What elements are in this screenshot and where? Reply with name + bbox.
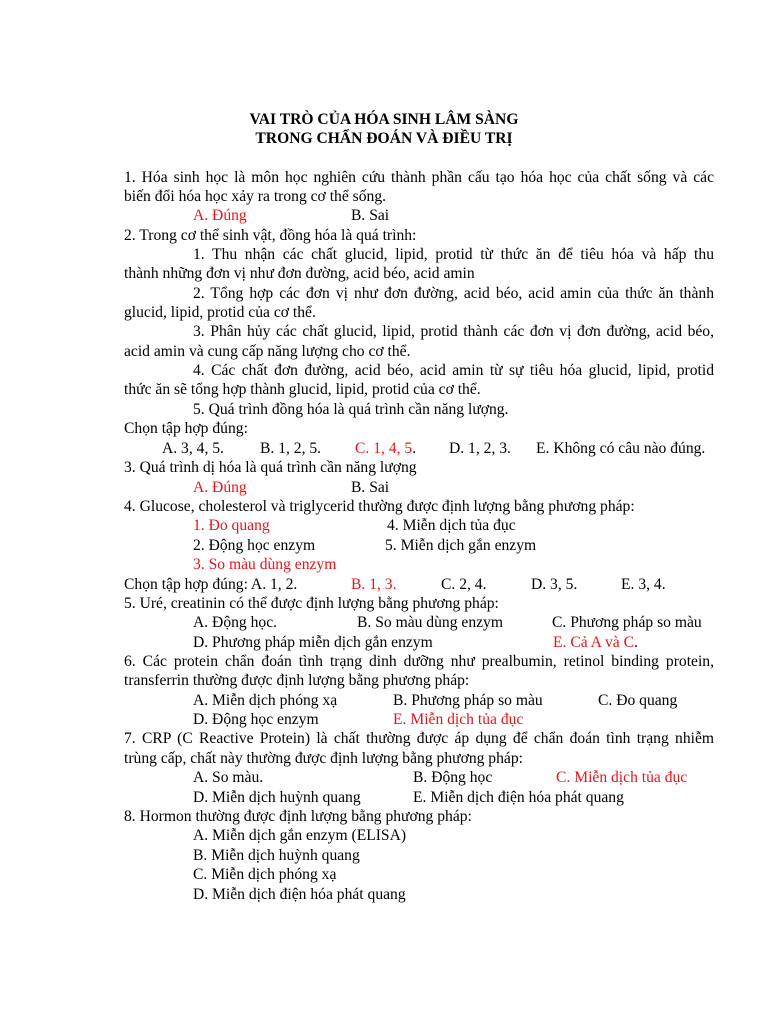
- q8-option-c: C. Miễn dịch phóng xạ: [193, 866, 337, 883]
- q8-stem: 8. Hormon thường được định lượng bằng phương pháp:: [124, 808, 472, 825]
- q2-statement-1-line2: thành những đơn vị như đơn đường, acid béo, acid amin: [124, 265, 475, 282]
- q2-statement-5: 5. Quá trình đồng hóa là quá trình cần năng lượng.: [193, 401, 509, 418]
- q7-option-d: D. Miễn dịch huỳnh quang: [193, 789, 361, 806]
- q4-choose-option-a: Chọn tập hợp đúng: A. 1, 2.: [124, 576, 298, 593]
- q8-option-b: B. Miễn dịch huỳnh quang: [193, 847, 360, 864]
- q1-stem-line2: biến đổi hóa học xảy ra trong cơ thể sống.: [124, 188, 387, 205]
- q2-option-e: E. Không có câu nào đúng.: [536, 440, 706, 457]
- q2-statement-3-line2: acid amin và cung cấp năng lượng cho cơ thể.: [124, 343, 411, 360]
- q5-option-b: B. So màu dùng enzym: [357, 614, 503, 631]
- q5-option-a: A. Động học.: [193, 614, 278, 631]
- q2-statement-4-line1: 4. Các chất đơn đường, acid béo, acid amin từ sự tiêu hóa glucid, lipid, protid: [193, 362, 714, 379]
- q6-option-b: B. Phương pháp so màu: [393, 692, 543, 709]
- q4-option-e: E. 3, 4.: [621, 576, 666, 593]
- q6-option-c: C. Đo quang: [598, 692, 678, 709]
- q6-option-a: A. Miễn dịch phóng xạ: [193, 692, 338, 709]
- q7-option-c: C. Miễn dịch tủa đục: [556, 769, 688, 786]
- q2-statement-2-line1: 2. Tổng hợp các đơn vị như đơn đường, acid béo, acid amin của thức ăn thành: [193, 285, 714, 302]
- q2-statement-4-line2: thức ăn sẽ tổng hợp thành glucid, lipid, protid của cơ thể.: [124, 381, 481, 398]
- q4-option-d: D. 3, 5.: [531, 576, 578, 593]
- q3-option-b: B. Sai: [351, 479, 390, 496]
- q2-option-d: D. 1, 2, 3.: [449, 440, 511, 457]
- q2-option-b: B. 1, 2, 5.: [260, 440, 322, 457]
- q5-option-c: C. Phương pháp so màu: [552, 614, 702, 631]
- q2-statement-3-line1: 3. Phân hủy các chất glucid, lipid, protid thành các đơn vị đơn đường, acid béo,: [193, 323, 714, 340]
- q2-option-a: A. 3, 4, 5.: [162, 440, 224, 457]
- q3-stem: 3. Quá trình dị hóa là quá trình cần năng lượng: [124, 459, 417, 476]
- q7-option-e: E. Miễn dịch điện hóa phát quang: [413, 789, 624, 806]
- q6-option-e: E. Miễn dịch tủa đục: [393, 711, 524, 728]
- document-subtitle: TRONG CHẨN ĐOÁN VÀ ĐIỀU TRỊ: [255, 130, 513, 147]
- q7-option-a: A. So màu.: [193, 769, 264, 786]
- q4-option-c: C. 2, 4.: [441, 576, 487, 593]
- q5-stem: 5. Uré, creatinin có thể được định lượng bằng phương pháp:: [124, 595, 499, 612]
- q4-method-3: 3. So màu dùng enzym: [193, 556, 337, 573]
- q4-stem: 4. Glucose, cholesterol và triglycerid thường được định lượng bằng phương pháp:: [124, 498, 635, 515]
- q1-option-a: A. Đúng: [193, 207, 247, 224]
- q5-option-e-text: E. Cả A và C: [553, 634, 634, 651]
- q7-stem-line2: trùng cấp, chất này thường được định lượng bằng phương pháp:: [124, 750, 523, 767]
- q5-option-e-period: .: [634, 634, 638, 651]
- q2-statement-2-line2: glucid, lipid, protid của cơ thể.: [124, 304, 316, 321]
- q5-option-e: [553, 633, 638, 652]
- q2-option-c-text: C. 1, 4, 5: [355, 440, 413, 457]
- q2-option-c-period: .: [412, 440, 417, 457]
- document-title: VAI TRÒ CỦA HÓA SINH LÂM SÀNG: [249, 111, 519, 128]
- q1-option-b: B. Sai: [351, 207, 390, 224]
- q4-method-4: 4. Miễn dịch tủa đục: [387, 517, 516, 534]
- q4-method-1: 1. Đo quang: [193, 517, 270, 534]
- q2-option-c: [355, 439, 416, 458]
- q2-choose-label: Chọn tập hợp đúng:: [124, 420, 248, 437]
- q4-method-2: 2. Động học enzym: [193, 537, 316, 554]
- q5-option-d: D. Phương pháp miễn dịch gắn enzym: [193, 634, 433, 651]
- q4-option-b: B. 1, 3.: [351, 576, 397, 593]
- q6-option-d: D. Động học enzym: [193, 711, 319, 728]
- q2-stem: 2. Trong cơ thể sinh vật, đồng hóa là quá trình:: [124, 227, 417, 244]
- q6-stem-line1: 6. Các protein chẩn đoán tình trạng dinh dưỡng như prealbumin, retinol binding protein,: [124, 653, 714, 670]
- q2-statement-1-line1: 1. Thu nhận các chất glucid, lipid, protid từ thức ăn để tiêu hóa và hấp thu: [193, 246, 714, 263]
- q8-option-a: A. Miễn dịch gắn enzym (ELISA): [193, 827, 407, 844]
- q6-stem-line2: transferrin thường được định lượng bằng phương pháp:: [124, 672, 470, 689]
- q3-option-a: A. Đúng: [193, 479, 247, 496]
- q8-option-d: D. Miễn dịch điện hóa phát quang: [193, 886, 406, 903]
- q7-stem-line1: 7. CRP (C Reactive Protein) là chất thường được áp dụng để chẩn đoán tình trạng nhiễm: [124, 730, 714, 747]
- q7-option-b: B. Động học: [413, 769, 493, 786]
- q1-stem-line1: 1. Hóa sinh học là môn học nghiên cứu thành phần cấu tạo hóa học của chất sống và các: [124, 169, 714, 186]
- q4-method-5: 5. Miễn dịch gắn enzym: [385, 537, 537, 554]
